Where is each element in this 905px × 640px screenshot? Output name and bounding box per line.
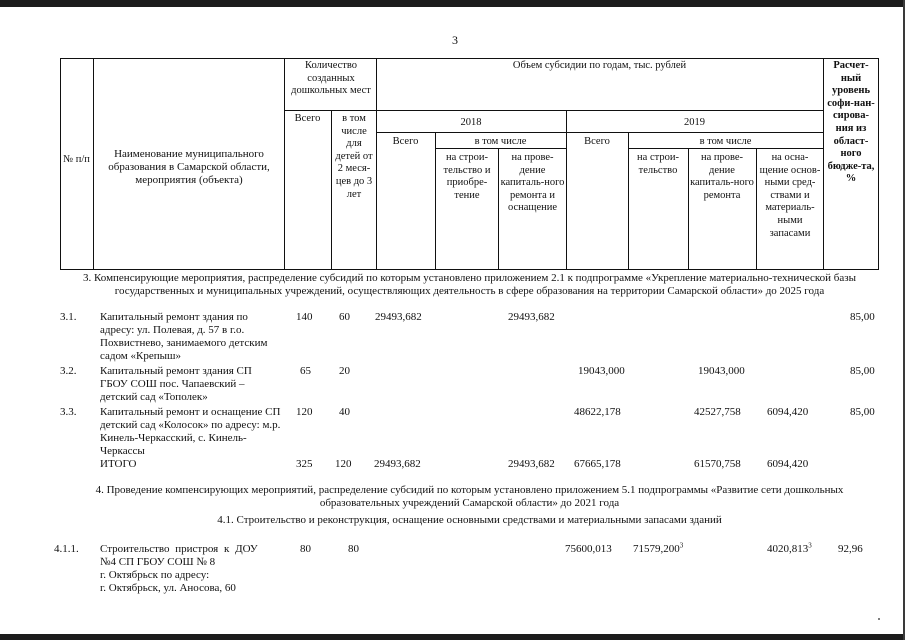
header-no: № п/п — [63, 154, 90, 165]
header-name: Наименование муниципального образования в Самарской области, мероприятия (объекта) — [108, 148, 270, 186]
row-2019-equip — [767, 543, 812, 556]
header-2019-build: на строи-тельство — [637, 152, 679, 176]
header-2019-repair: на прове-дение капиталь-ного ремонта — [690, 152, 754, 201]
section-3-title: 3. Компенсирующие мероприятия, распределение субсидий по которым установлено приложением 2.1 к подпрограмме «Укрепление материально-технической базы государственных и муниципальных учреждений, осуществляющих деятельность в сфере образования на территории Самарской области» до 2025 года — [83, 272, 856, 297]
row-level: 92,96 — [838, 543, 863, 555]
row-number: 3.3. — [60, 406, 77, 418]
scan-speck — [878, 618, 880, 620]
section-4-title: 4. Проведение компенсирующих мероприятий, распределение субсидий по которым установлено приложением 5.1 подпрограммы «Развитие сети дошкольных образовательных учреждений Самарской области» до 2021 года — [95, 484, 844, 509]
hline — [376, 110, 824, 111]
vline — [498, 148, 499, 270]
section-4-1-title: 4.1. Строительство и реконструкция, оснащение основными средствами и материальными запасами зданий — [217, 514, 722, 526]
table-row — [60, 311, 879, 371]
hline — [284, 110, 377, 111]
row-2019-equip-value: 4020,813 — [767, 543, 809, 555]
row-number: 3.2. — [60, 365, 77, 377]
header-right-line — [878, 58, 879, 270]
row-name: Капитальный ремонт и оснащение СП детский сад «Колосок» по адресу: м.р. Кинель-Черкасский, с. Кинель-Черкассы — [100, 406, 281, 457]
vline — [823, 58, 824, 270]
row-total: 140 — [296, 311, 313, 323]
row-2019-repair: 42527,758 — [694, 406, 741, 418]
totals-2019-total: 67665,178 — [574, 458, 621, 470]
row-under3: 80 — [348, 543, 359, 555]
vline — [331, 110, 332, 270]
vline — [376, 58, 377, 270]
vline — [756, 148, 757, 270]
totals-total: 325 — [296, 458, 313, 470]
row-name — [100, 543, 290, 595]
row-name-line: г. Октябрьск, ул. Аносова, 60 — [100, 582, 236, 594]
table-row — [60, 406, 879, 466]
totals-2019-equip: 6094,420 — [767, 458, 809, 470]
row-number: 3.1. — [60, 311, 77, 323]
row-name: Капитальный ремонт здания по адресу: ул. Полевая, д. 57 в г.о. Похвистнево, занимаемого детским садом «Крепыш» — [100, 311, 268, 362]
top-scan-border — [0, 0, 905, 7]
vline — [435, 132, 436, 270]
row-2019-total: 75600,013 — [565, 543, 612, 555]
header-2018-repair: на прове-дение капиталь-ного ремонта и оснащение — [500, 152, 565, 214]
totals-2018-repair: 29493,682 — [508, 458, 555, 470]
row-2019-build — [633, 543, 683, 556]
totals-label: ИТОГО — [100, 458, 137, 470]
header-places-total: Всего — [294, 113, 321, 124]
footnote-mark: 3 — [679, 541, 684, 550]
table-row — [54, 541, 879, 599]
row-under3: 60 — [339, 311, 350, 323]
row-name-line: Строительство пристроя к ДОУ — [100, 543, 258, 555]
row-2019-total: 19043,000 — [578, 365, 625, 377]
row-2018-total: 29493,682 — [375, 311, 422, 323]
row-name-line: №4 СП ГБОУ СОШ № 8 — [100, 556, 216, 568]
vline — [688, 148, 689, 270]
hline — [376, 132, 824, 133]
header-2018-build: на строи-тельство и приобре-тение — [443, 152, 491, 201]
header-subsidy: Объем субсидии по годам, тыс. рублей — [512, 60, 687, 71]
row-2019-build-value: 71579,200 — [633, 543, 680, 555]
header-2019-total: Всего — [584, 136, 610, 147]
row-total: 65 — [300, 365, 311, 377]
vline — [93, 58, 94, 270]
header-year-2018: 2018 — [460, 117, 482, 128]
row-total: 80 — [300, 543, 311, 555]
header-2018-incl: в том числе — [474, 136, 527, 147]
row-level: 85,00 — [850, 311, 875, 323]
header-places: Количество созданных дошкольных мест — [291, 60, 371, 97]
totals-2019-repair: 61570,758 — [694, 458, 741, 470]
row-total: 120 — [296, 406, 313, 418]
header-2018-total: Всего — [392, 136, 419, 147]
vline — [566, 110, 567, 270]
totals-row — [60, 458, 879, 474]
row-2019-total: 48622,178 — [574, 406, 621, 418]
table-header — [60, 58, 879, 270]
row-level: 85,00 — [850, 406, 875, 418]
header-level: Расчет-ный уровень софи-нан-сирова-ния из област-ного бюдже-та, % — [827, 60, 875, 185]
header-2019-incl: в том числе — [699, 136, 752, 147]
totals-under3: 120 — [335, 458, 352, 470]
row-under3: 40 — [339, 406, 350, 418]
page-number: 3 — [452, 33, 458, 47]
header-year-2019: 2019 — [684, 117, 705, 128]
vline — [628, 132, 629, 270]
bottom-scan-border — [0, 634, 905, 640]
row-2018-repair: 29493,682 — [508, 311, 555, 323]
vline — [284, 58, 285, 270]
row-name-line: г. Октябрьск по адресу: — [100, 569, 210, 581]
footnote-mark: 3 — [808, 541, 812, 550]
totals-2018-total: 29493,682 — [374, 458, 421, 470]
row-under3: 20 — [339, 365, 350, 377]
header-2019-equip: на осна-щение основ-ными сред-ствами и материаль-ными запасами — [759, 152, 821, 239]
row-2019-equip: 6094,420 — [767, 406, 809, 418]
row-name: Капитальный ремонт здания СП ГБОУ СОШ пос. Чапаевский – детский сад «Тополек» — [100, 365, 252, 403]
row-number: 4.1.1. — [54, 543, 79, 555]
header-top-line — [60, 58, 879, 59]
header-places-under3: в том числе для детей от 2 меся-цев до 3 лет — [335, 113, 373, 200]
row-level: 85,00 — [850, 365, 875, 377]
row-2019-repair: 19043,000 — [698, 365, 745, 377]
